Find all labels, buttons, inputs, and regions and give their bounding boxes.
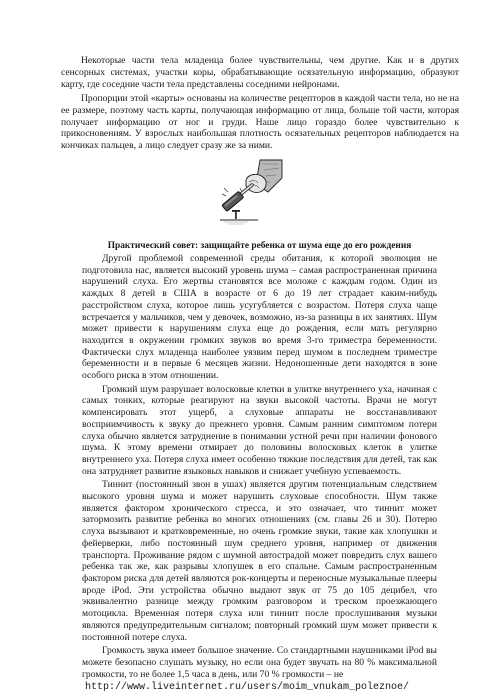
section-paragraph-2: Громкий шум разрушает волосковые клетки в улитке внутреннего уха, начиная с самых тонких, которые реагируют на звуки высокой частоты. Врачи не могут компенсировать этот ущерб, а слуховые аппараты не восстанавливают восприимчивость к звуку до прежнего уровня. Самым ранним симптомом потери слуха обычно является затруднение в понимании устной речи при наличии фонового шума. К этому времени отмирает до половины волосковых клеток в улитке внутреннего уха. Потеря слуха имеет особенно тяжкие последствия для детей, так как она затрудняет развитие языковых навыков и снижает учебную успеваемость. — [82, 383, 437, 477]
intro-text — [61, 55, 459, 154]
practical-advice-section — [82, 241, 437, 682]
source-footer — [0, 682, 494, 693]
source-link[interactable]: http://www.liveinternet.ru/users/moim_vnukam_poleznoe/ — [84, 682, 410, 693]
section-title: Практический совет: защищайте ребенка от шума еще до его рождения — [107, 241, 412, 251]
section-paragraph-1: Другой проблемой современной среды обитания, к которой эволюция не подготовила нас, является высокий уровень шума – самая распространенная причина нарушений слуха. Его жертвы становятся все моложе с каждым годом. Один из каждых 8 детей в США в возрасте от 6 до 19 лет страдает каким-нибудь расстройством слуха, которое лишь усугубляется с возрастом. Потеря слуха чаще встречается у мальчиков, чем у девочек, возможно, из-за разницы в их занятиях. Шум может привести к нарушениям слуха еще до рождения, если мать регулярно находится в окружении громких звуков во время 3-го триместра беременности. Фактически слух младенца наиболее уязвим перед шумом в последнем триместре беременности и в первые 6 месяцев жизни. Недоношенные дети находятся в зоне особого риска в этом отношении. — [82, 253, 437, 382]
hammer-hitting-nail-icon — [218, 158, 284, 230]
intro-paragraph-1: Некоторые части тела младенца более чувствительны, чем другие. Как и в других сенсорных системах, участки коры, обрабатывающие осязательную информацию, образуют карту, где соседние части тела представлены соседними нейронами. — [61, 55, 459, 90]
section-paragraph-3: Тиннит (постоянный звон в ушах) является другим потенциальным следствием высокого уровня шума и может нарушить слуховые способности. Шум также является фактором хронического стресса, и это означает, что тиннит может затормозить развитие ребенка во многих отношениях (см. главы 26 и 30). Потерю слуха вызывают и кратковременные, но очень громкие звуки, такие как хлопушки и фейерверки, либо постоянный шум среднего уровня, например от движения транспорта. Проживание рядом с шумной автострадой может повредить слух вашего ребенка так же, как разрывы хлопушек в его спальне. Самым распространенным фактором риска для детей являются рок-концерты и переносные музыкальные плееры вроде iPod. Эти устройства обычно выдают звук от 75 до 105 децибел, что эквивалентно разнице между громким разговором и треском проезжающего мотоцикла. Временная потеря слуха или тиннит после прослушивания музыки являются предупредительным сигналом; повторный громкий шум может привести к постоянной потере слуха. — [82, 479, 437, 643]
intro-paragraph-2: Пропорции этой «карты» основаны на количестве рецепторов в каждой части тела, но не на ее размере, поэтому часть карты, получающая информацию от лица, больше той части, которая получает информацию от ног и груди. Наше лицо гораздо более чувствительно к прикосновениям. У взрослых наибольшая плотность осязательных рецепторов наблюдается на кончиках пальцев, а лицо следует сразу же за ними. — [61, 92, 459, 152]
section-paragraph-4: Громкость звука имеет большое значение. Со стандартными наушниками iPod вы можете безопасно слушать музыку, но если она будет звучать на 80 % максимальной громкости, то не более 1,5 часа в день, или 70 % громкости – не — [82, 645, 437, 680]
